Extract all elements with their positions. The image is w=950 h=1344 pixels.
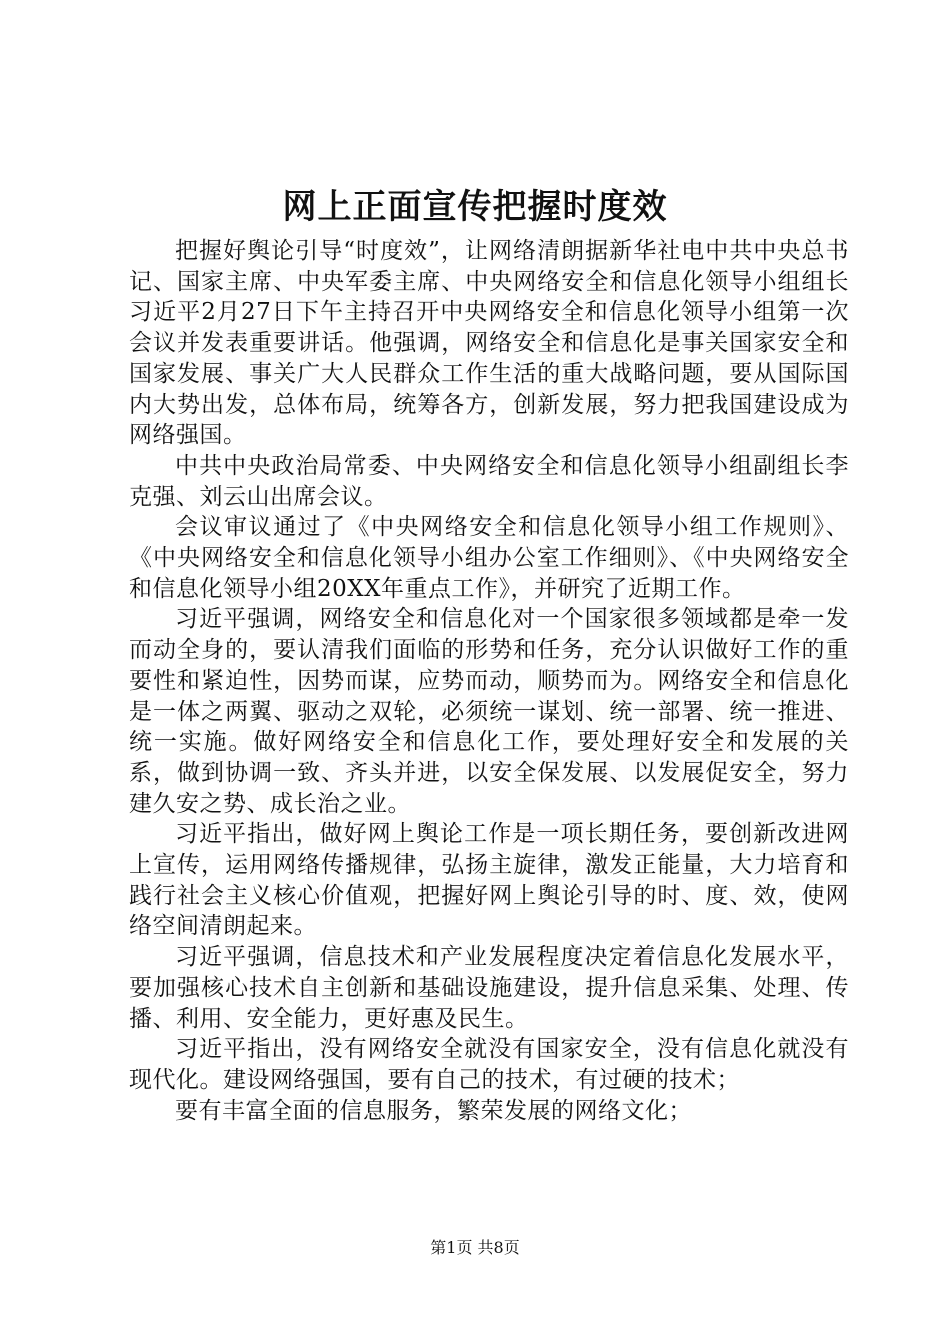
paragraph: 会议审议通过了《中央网络安全和信息化领导小组工作规则》、《中央网络安全和信息化领导小组办公室工作细则》、《中央网络安全和信息化领导小组20XX年重点工作》，并研究了近期工作。 — [129, 514, 849, 602]
document-body — [129, 236, 849, 1126]
paragraph: 习近平强调，信息技术和产业发展程度决定着信息化发展水平，要加强核心技术自主创新和基础设施建设，提升信息采集、处理、传播、利用、安全能力，更好惠及民生。 — [129, 944, 849, 1032]
paragraph: 把握好舆论引导“时度效”，让网络清朗据新华社电中共中央总书记、国家主席、中央军委主席、中央网络安全和信息化领导小组组长习近平2月27日下午主持召开中央网络安全和信息化领导小组第一次会议并发表重要讲话。他强调，网络安全和信息化是事关国家安全和国家发展、事关广大人民群众工作生活的重大战略问题，要从国际国内大势出发，总体布局，统筹各方，创新发展，努力把我国建设成为网络强国。 — [129, 238, 849, 449]
document-title: 网上正面宣传把握时度效 — [282, 187, 668, 227]
paragraph: 习近平指出，做好网上舆论工作是一项长期任务，要创新改进网上宣传，运用网络传播规律，弘扬主旋律，激发正能量，大力培育和践行社会主义核心价值观，把握好网上舆论引导的时、度、效，使网络空间清朗起来。 — [129, 821, 849, 940]
paragraph: 中共中央政治局常委、中央网络安全和信息化领导小组副组长李克强、刘云山出席会议。 — [129, 452, 849, 510]
paragraph: 习近平强调，网络安全和信息化对一个国家很多领域都是牵一发而动全身的，要认清我们面临的形势和任务，充分认识做好工作的重要性和紧迫性，因势而谋，应势而动，顺势而为。网络安全和信息化是一体之两翼、驱动之双轮，必须统一谋划、统一部署、统一推进、统一实施。做好网络安全和信息化工作，要处理好安全和发展的关系，做到协调一致、齐头并进，以安全保发展、以发展促安全，努力建久安之势、成长治之业。 — [129, 606, 849, 817]
paragraph: 习近平指出，没有网络安全就没有国家安全，没有信息化就没有现代化。建设网络强国，要有自己的技术，有过硬的技术； — [129, 1036, 849, 1093]
paragraph: 要有丰富全面的信息服务，繁荣发展的网络文化； — [175, 1097, 692, 1124]
page-number-footer: 第1页 共8页 — [430, 1238, 520, 1257]
